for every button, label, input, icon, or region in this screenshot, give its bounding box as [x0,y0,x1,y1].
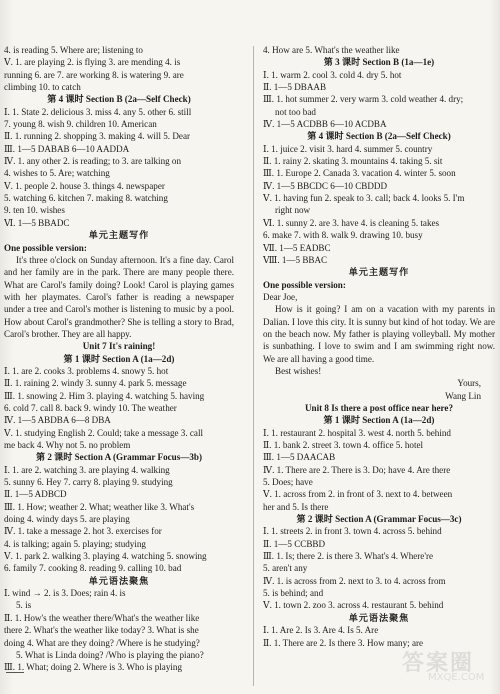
left-column-line: 5. What is Linda doing? /Who is playing the piano? [16,649,204,660]
page-footer-mark [6,672,24,673]
left-column-line: 5. watching 6. kitchen 7. making 8. watching [4,193,168,204]
right-column-line: Ⅱ. 1—5 DBAAB [263,82,327,93]
left-column-line: Ⅴ. 1. studying English 2. Could; take a message 3. call [4,427,204,438]
left-column-line: Ⅴ. 1. park 2. walking 3. playing 4. watching 5. snowing [4,551,207,562]
right-column-line: 5. is behind; and [263,588,324,599]
right-column-line: Ⅵ. 1. sunny 2. are 3. have 4. is cleaning 5. takes [263,217,440,228]
left-column-line: 第 4 课时 Section B (2a—Self Check) [47,94,191,105]
left-column-line: Ⅲ. 1—5 DABAB 6—10 AADDA [4,143,130,154]
left-column-line: Ⅰ. 1. State 2. delicious 3. miss 4. any 5. other 6. still [4,106,192,117]
right-column-line: Unit 8 Is there a post office near here? [304,402,453,413]
right-column-line: Yours, [457,378,481,389]
right-column-line: Ⅴ. 1. across from 2. in front of 3. next to 4. between [263,489,453,500]
right-column-line: Ⅳ. 1. is across from 2. next to 3. to 4. across from [263,575,446,586]
right-column-line: Ⅰ. 1. restaurant 2. hospital 3. west 4. north 5. behind [263,427,451,438]
left-column-line: 7. young 8. wish 9. children 10. American [4,119,157,130]
right-column-line: Dear Joe, [263,291,298,302]
left-column [4,44,234,674]
left-column-line: Ⅲ. 1. snowing 2. Him 3. playing 4. watching 5. having [4,390,205,401]
left-column-line: It's three o'clock on Sunday afternoon. It's a fine day. Carol and her family are in the park. There are many people there. What are Carol's family doing? Look! Carol is playing games with her playmates. Carol's father is reading a newspaper under a tree and Carol's mother is listening to music by a pool. How about Carol's grandmother? She is telling a story to Brad, Carol's brother. They are all happy. [4,254,234,339]
left-column-line: Ⅱ. 1. raining 2. windy 3. sunny 4. park 5. message [4,378,187,389]
right-column-line: Ⅴ. 1. town 2. zoo 3. across 4. restaurant 5. behind [263,600,444,611]
left-column-line: 5. sunny 6. Hey 7. carry 8. playing 9. studying [4,477,173,488]
left-column-line: One possible version: [4,242,87,253]
left-column-line: Ⅰ. wind → 2. is 3. Does; rain 4. is [4,588,126,599]
left-column-line: Ⅱ. 1. running 2. shopping 3. making 4. will 5. Dear [4,131,191,142]
left-column-line: me back 4. Why not 5. no problem [4,440,131,450]
right-column-line: Ⅶ. 1—5 EADBC [263,242,331,253]
right-column-line: 第 4 课时 Section B (2a—Self Check) [307,131,451,142]
left-column-line: 4. is talking; again 5. playing; studying [4,538,146,549]
right-column-line: Ⅰ. 1. streets 2. in front 3. town 4. across 5. behind [263,526,442,537]
right-column-line: Ⅰ. 1. warm 2. cool 3. cold 4. dry 5. hot [263,69,402,80]
right-column-line: Ⅴ. 1. having fun 2. speak to 3. call; back 4. looks 5. I'm [263,193,465,204]
left-column-line: Ⅵ. 1—5 BBADC [4,217,70,228]
left-column-line: 6. family 7. cooking 8. reading 9. calling 10. bad [4,563,182,574]
right-column-line: 第 1 课时 Section A (1a—2d) [323,415,435,426]
right-column-line: Ⅳ. 1—5 ACDBB 6—10 ACDBA [263,119,387,130]
left-column-line: running 6. are 7. are working 8. is watering 9. are [4,69,184,80]
right-column-line: 第 3 课时 Section B (1a—1e) [323,57,435,68]
right-column-line: Ⅱ. 1. rainy 2. skating 3. mountains 4. taking 5. sit [263,156,443,167]
right-column-line: Ⅲ. 1. Europe 2. Canada 3. vacation 4. winter 5. soon [263,168,456,179]
left-column-line: Ⅳ. 1—5 ABDBA 6—8 DBA [4,415,111,426]
right-column-line: One possible version: [263,279,346,290]
left-column-line: 4. wishes to 5. Are; watching [4,168,110,179]
site-watermark-logo [398,646,494,688]
left-column-line: Ⅳ. 1. take a message 2. hot 3. exercises for [4,526,162,537]
right-column-line: Ⅱ. 1—5 CCBBD [263,538,326,549]
left-column-line: Ⅳ. 1. any other 2. is reading; to 3. are talking on [4,156,182,167]
right-column-line: How is it going? I am on a vacation with my parents in Dalian. I love this city. It is sunny but kind of hot today. We are on the beach now. My father is playing volleyball. My mother is sunbathing. I love to swim and I am swimming right now. We are all having a good time. [263,304,495,364]
right-column-line: Ⅳ. 1. There are 2. There is 3. Do; have 4. Are there [263,464,451,475]
left-column-line: Ⅰ. 1. are 2. watching 3. are playing 4. walking [4,464,170,475]
right-column-line: 5. aren't any [263,563,308,574]
left-column-line: 6. cold 7. call 8. back 9. windy 10. The weather [4,402,177,413]
left-column-line: climbing 10. to catch [4,82,81,93]
right-column-line: Ⅰ. 1. Are 2. Is 3. Are 4. Is 5. Are [263,625,379,636]
right-column-line: Ⅰ. 1. juice 2. visit 3. hard 4. summer 5. country [263,143,433,154]
left-column-line: Ⅴ. 1. are playing 2. is flying 3. are mending 4. is [4,57,181,68]
left-column-line: 第 1 课时 Section A (1a—2d) [63,353,175,364]
left-column-line: doing 4. windy days 5. are playing [4,514,130,525]
left-column-line: 9. ten 10. wishes [4,205,65,216]
left-column-line: 5. is [16,600,32,611]
left-column-line: Ⅱ. 1—5 ADBCD [4,489,67,500]
right-column-line: Ⅳ. 1—5 BBCDC 6—10 CBDDD [263,180,388,191]
right-column-line: Ⅲ. 1. Is; there 2. is there 3. What's 4. Where're [263,551,434,562]
left-column-line: there 2. What's the weather like today? 3. What is she [4,625,199,636]
left-column-line: Ⅰ. 1. are 2. cooks 3. problems 4. snowy 5. hot [4,365,169,376]
right-column-line: Ⅷ. 1—5 BBAC [263,254,328,265]
left-column-line: Unit 7 It's raining! [82,341,156,352]
left-column-line: 单元主题写作 [88,230,150,241]
left-column-line: 第 2 课时 Section A (Grammar Focus—3b) [35,452,203,463]
right-column-line: 单元语法聚焦 [348,612,410,623]
left-column-line: Ⅴ. 1. people 2. house 3. things 4. newspaper [4,180,165,191]
right-column-line: Ⅲ. 1. hot summer 2. very warm 3. cold weather 4. dry; [263,94,464,105]
right-column-line: 单元主题写作 [348,267,410,278]
right-column-line: 5. Does; have [263,477,313,488]
right-column-line: 6. make 7. with 8. walk 9. drawing 10. busy [263,230,423,241]
watermark-text: 答案圈 [402,651,475,676]
right-column-line: 4. How are 5. What's the weather like [263,45,400,55]
right-column-line: 第 2 课时 Section A (Grammar Focus—3c) [296,514,462,525]
right-column-line: not too bad [275,106,316,117]
right-column-line: Ⅲ. 1—5 DAACAB [263,452,336,463]
right-column-line: Best wishes! [275,365,322,376]
right-column [263,44,495,649]
left-column-line: Ⅲ. 1. What; doing 2. Where is 3. Who is playing [4,662,182,673]
left-column-line: Ⅱ. 1. How's the weather there/What's the weather like [4,612,200,623]
right-column-line: Ⅱ. 1. There are 2. Is there 3. How many; are [263,637,424,648]
left-column-line: Ⅲ. 1. How; weather 2. What; weather like 3. What's [4,501,195,512]
right-column-line: her and 5. Is there [263,501,329,512]
watermark-url: MXQE.COM [428,672,485,683]
left-column-line: doing 4. What are they doing? /Where is he studying? [4,637,200,648]
right-column-line: Wang Lin [445,390,481,401]
left-column-line: 单元语法聚焦 [88,575,150,586]
right-column-line: right now [275,205,311,216]
right-column-line: Ⅱ. 1. bank 2. street 3. town 4. office 5. hotel [263,440,424,450]
column-divider [253,46,254,686]
left-column-line: 4. is reading 5. Where are; listening to [4,45,143,55]
